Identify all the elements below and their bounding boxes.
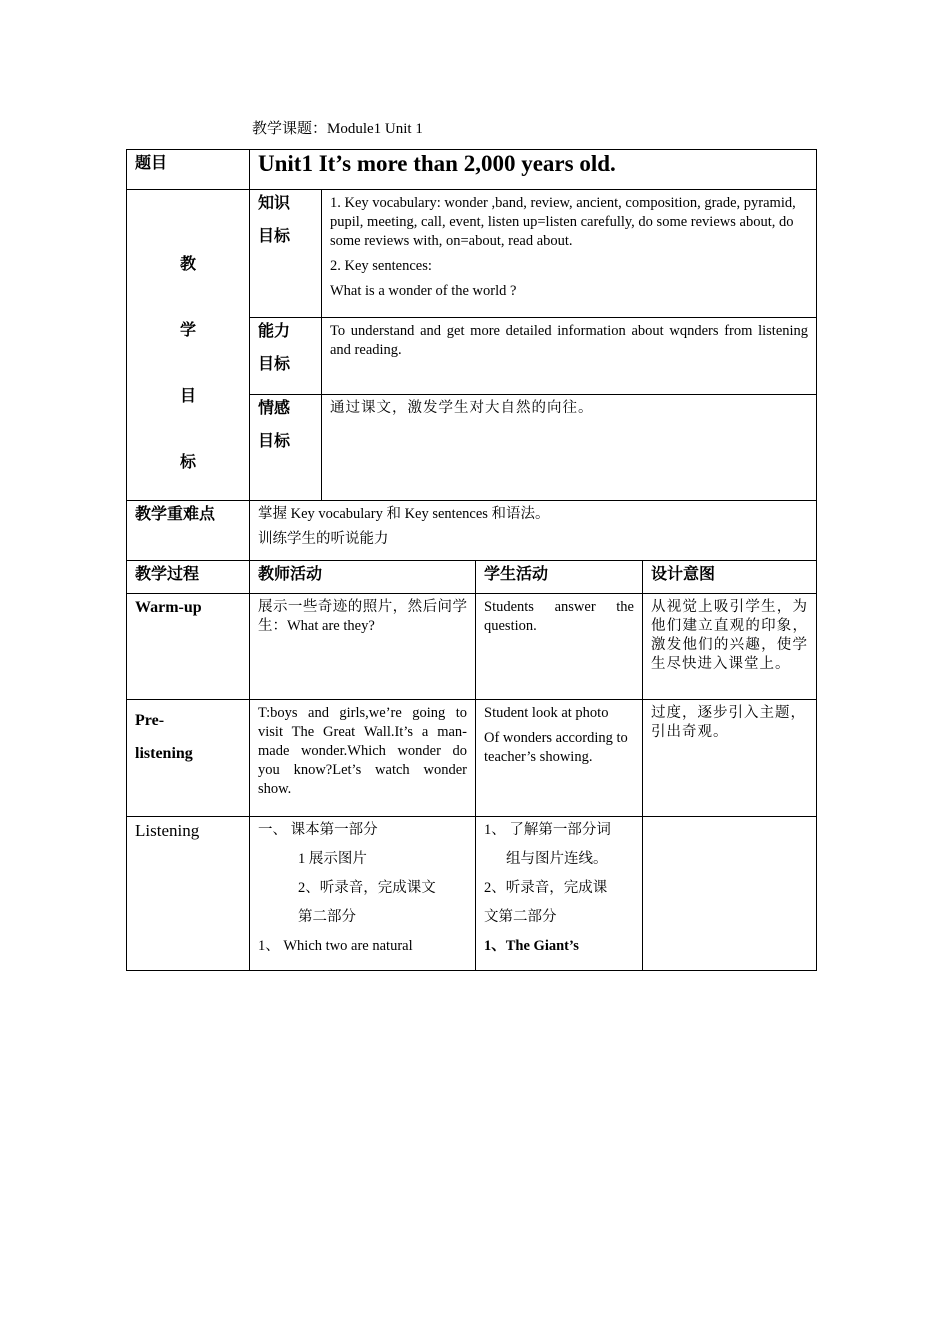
objectives-char: 标 bbox=[179, 454, 196, 471]
prelistening-stage bbox=[127, 700, 250, 817]
label-line: 目标 bbox=[258, 228, 291, 245]
label-line: 情感 bbox=[258, 399, 291, 417]
key-points-content bbox=[250, 501, 817, 561]
key-points-row bbox=[127, 501, 817, 561]
objectives-char: 学 bbox=[179, 322, 196, 339]
ability-label bbox=[250, 317, 322, 394]
key-points-line: 训练学生的听说能力 bbox=[258, 531, 389, 547]
knowledge-row bbox=[127, 190, 817, 318]
prelistening-intent: 过度，逐步引入主题，引出奇观。 bbox=[643, 700, 817, 817]
header-student: 学生活动 bbox=[476, 561, 643, 594]
student-line: Of wonders according to teacher’s showing. bbox=[484, 730, 628, 765]
teacher-step: 1、 Which two are natural bbox=[258, 938, 413, 954]
student-step: 组与图片连线。 bbox=[506, 851, 608, 867]
topic-label: 题目 bbox=[127, 150, 250, 190]
key-points-line: 掌握 Key vocabulary 和 Key sentences 和语法。 bbox=[258, 506, 550, 522]
stage-line: Pre- bbox=[135, 712, 165, 729]
teacher-step: 2、听录音，完成课文 bbox=[298, 880, 436, 896]
prelistening-student bbox=[476, 700, 643, 817]
warmup-stage: Warm-up bbox=[127, 594, 250, 700]
header-intent: 设计意图 bbox=[643, 561, 817, 594]
topic-row bbox=[127, 150, 817, 190]
warmup-student: Students answer the question. bbox=[476, 594, 643, 700]
lesson-plan-table bbox=[126, 149, 817, 971]
label-line: 知识 bbox=[258, 195, 291, 212]
label-line: 目标 bbox=[258, 432, 291, 450]
listening-student bbox=[476, 817, 643, 971]
warmup-intent: 从视觉上吸引学生，为他们建立直观的印象，激发他们的兴趣，使学生尽快进入课堂上。 bbox=[643, 594, 817, 700]
header-teacher: 教师活动 bbox=[250, 561, 476, 594]
teacher-step: 第二部分 bbox=[298, 909, 356, 925]
warmup-row bbox=[127, 594, 817, 700]
objectives-char: 目 bbox=[179, 388, 196, 405]
teacher-step: 一、 课本第一部分 bbox=[258, 822, 378, 838]
teacher-step: 1 展示图片 bbox=[298, 851, 367, 867]
student-step: 2、听录音，完成课 bbox=[484, 880, 608, 896]
prelistening-row bbox=[127, 700, 817, 817]
process-header-row bbox=[127, 561, 817, 594]
listening-intent bbox=[643, 817, 817, 971]
key-sentences-label: 2. Key sentences: bbox=[330, 258, 432, 274]
listening-stage: Listening bbox=[127, 817, 250, 971]
key-vocabulary: 1. Key vocabulary: wonder ,band, review, ancient, composition, grade, pyramid, pupil, meeting, call, event, listen up=listen carefully, do some reviews about, do some reviews with, on=about, read about. bbox=[330, 195, 796, 249]
listening-teacher bbox=[250, 817, 476, 971]
student-line: Student look at photo bbox=[484, 705, 609, 721]
student-step: 文第二部分 bbox=[484, 909, 557, 925]
emotion-label bbox=[250, 394, 322, 500]
key-points-label: 教学重难点 bbox=[127, 501, 250, 561]
student-step: 1、 了解第一部分词 bbox=[484, 822, 611, 838]
warmup-teacher: 展示一些奇迹的照片，然后问学生：What are they? bbox=[250, 594, 476, 700]
label-line: 目标 bbox=[258, 355, 291, 373]
student-step: 1、The Giant’s bbox=[484, 938, 579, 954]
ability-content: To understand and get more detailed information about wqnders from listening and reading. bbox=[322, 317, 817, 394]
objectives-char: 教 bbox=[179, 256, 196, 273]
lesson-title: Unit1 It’s more than 2,000 years old. bbox=[250, 150, 817, 190]
objectives-label bbox=[127, 190, 250, 501]
prelistening-teacher: T:boys and girls,we’re going to visit The Great Wall.It’s a man-made wonder.Which wonder do you know?Let’s watch wonder show. bbox=[250, 700, 476, 817]
knowledge-label bbox=[250, 190, 322, 318]
label-line: 能力 bbox=[258, 322, 291, 340]
listening-row bbox=[127, 817, 817, 971]
knowledge-content bbox=[322, 190, 817, 318]
emotion-content: 通过课文，激发学生对大自然的向往。 bbox=[322, 394, 817, 500]
lesson-topic-heading: 教学课题：Module1 Unit 1 bbox=[252, 121, 423, 137]
header-process: 教学过程 bbox=[127, 561, 250, 594]
key-sentence: What is a wonder of the world ? bbox=[330, 283, 517, 299]
stage-line: listening bbox=[135, 745, 193, 762]
